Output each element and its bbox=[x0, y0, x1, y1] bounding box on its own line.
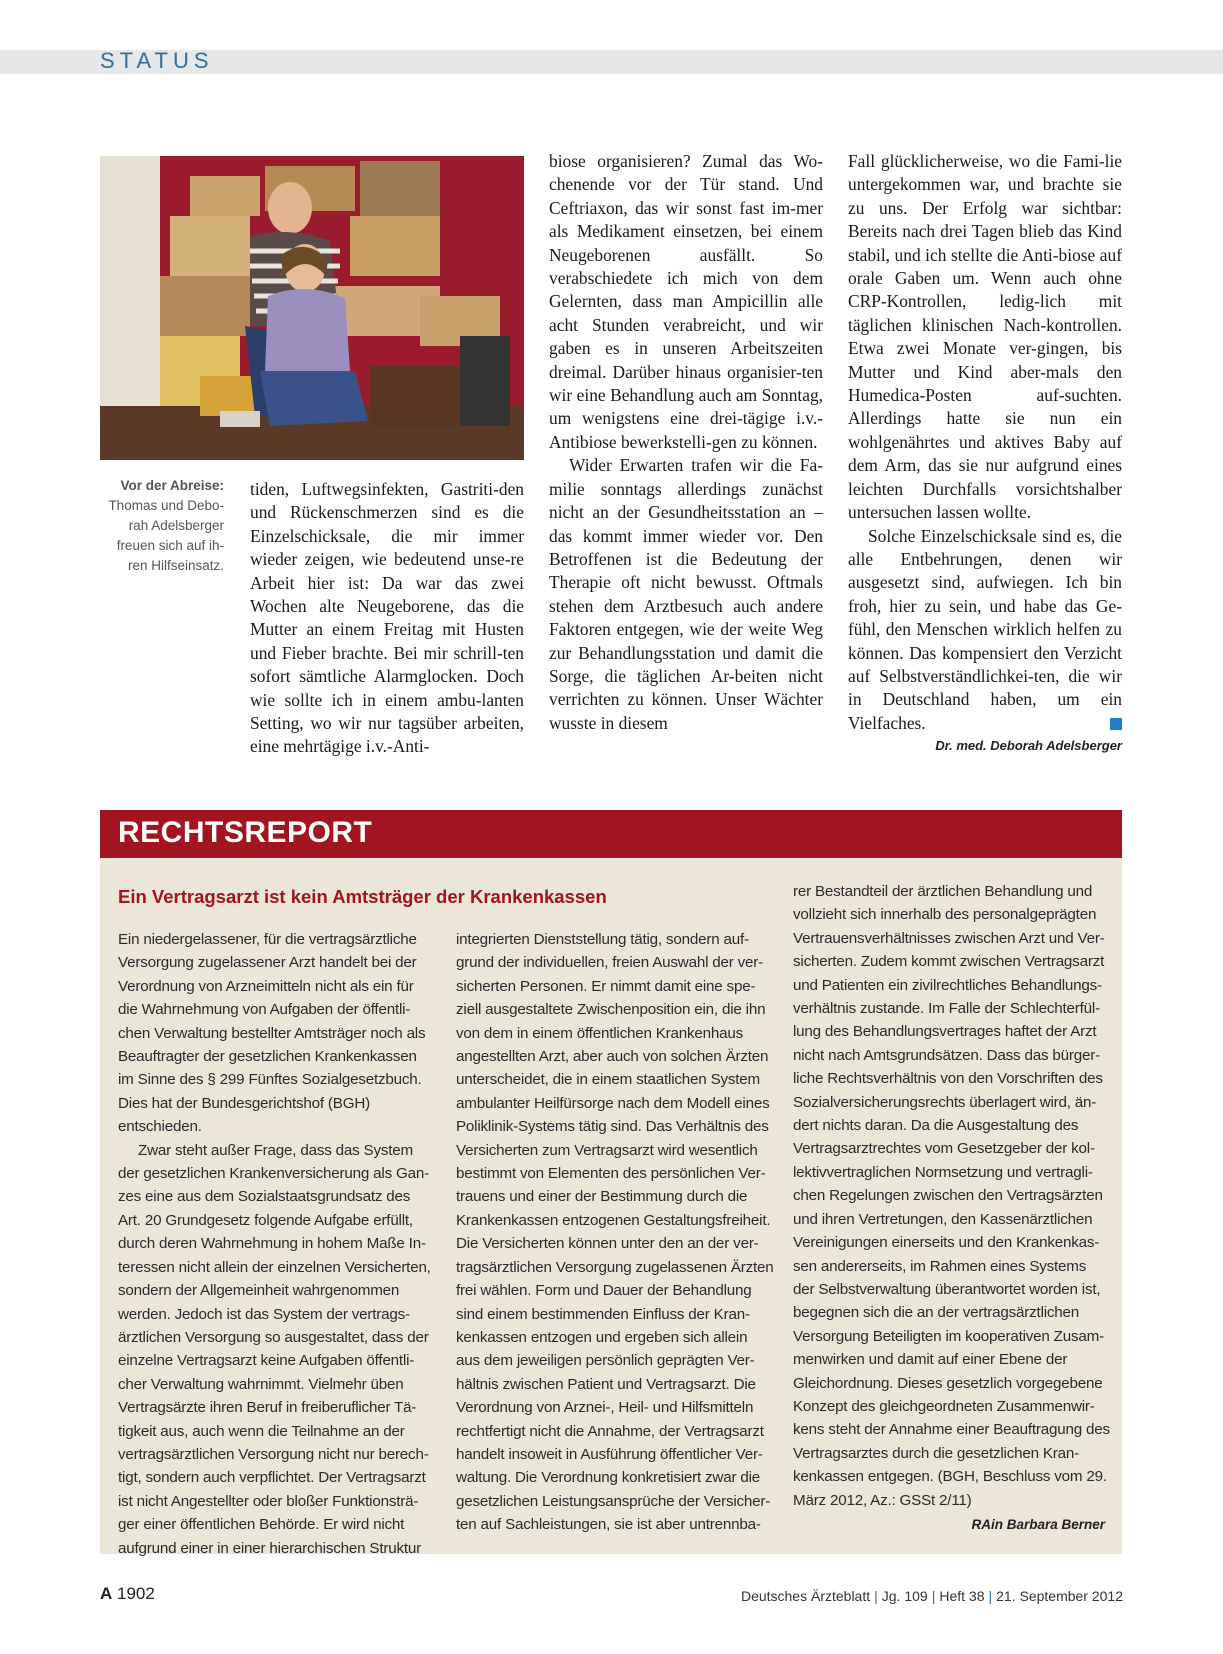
section-label: STATUS bbox=[100, 48, 214, 73]
article-column-2 bbox=[549, 150, 823, 735]
report-headline: Ein Vertragsarzt ist kein Amtsträger der Krankenkassen bbox=[118, 886, 607, 907]
article-column-1 bbox=[250, 478, 524, 759]
report-column-2 bbox=[456, 928, 774, 1537]
report-author: RAin Barbara Berner bbox=[971, 1517, 1105, 1532]
paragraph: rer Bestandteil der ärztlichen Behandlung und vollzieht sich innerhalb des personalgeprägten Vertrauensverhältnisses zwischen Arzt und Ver-sicherten. Zudem kommt zwischen Vertragsarzt und Patienten ein zivilrechtliches Behandlungs-verhältnis zustande. Im Falle der Schlechterfül-lung des Behandlungsvertrages haftet der Arzt nicht nach Amtsgrundsätzen. Dass das bürger-liche Rechtsverhältnis von den Vorschriften des Sozialversicherungsrechts überlagert wird, än-dert nichts daran. Da die Ausgestaltung des Vertragsarztrechtes vom Gesetzgeber der kol-lektivvertraglichen Normsetzung und vertragli-chen Regelungen zwischen den Vertragsärzten und ihren Vertretungen, den Kassenärztlichen Vereinigungen einerseits und den Krankenkas-sen andererseits, im Rahmen eines Systems der Selbstverwaltung überantwortet worden ist, begegnen sich die an der vertragsärztlichen Versorgung Beteiligten im kooperativen Zusam-menwirken und damit auf einer Ebene der Gleichordnung. Dieses gesetzlich vorgegebene Konzept des gleichgeordneten Zusammenwir-kens steht der Annahme einer Beauftragung des Vertragsarztes durch die gesetzlichen Kran-kenkassen entgegen. (BGH, Beschluss vom 29. März 2012, Az.: GSSt 2/11) bbox=[793, 883, 1110, 1509]
separator: | bbox=[988, 1588, 993, 1604]
paragraph: Fall glücklicherweise, wo die Fami-lie untergekommen war, und brachte sie zu uns. Der Erfolg war sichtbar: Bereits nach drei Tagen blieb das Kind stabil, und ich stellte die Anti-biose auf orale Gaben um. Wenn auch ohne CRP-Kontrollen, ledig-lich mit täglichen klinischen Nach-kontrollen. Etwa zwei Monate ver-gingen, bis Mutter und Kind aber-mals den Humedica-Posten auf-suchten. Allerdings hatte sie nun ein wohlgenährtes und aktives Baby auf dem Arm, das sie nur aufgrund eines leichten Durchfalls vorsichtshalber untersuchen lassen wollte. bbox=[848, 151, 1122, 523]
date: 21. September 2012 bbox=[996, 1588, 1123, 1604]
report-title: RECHTSREPORT bbox=[118, 816, 373, 849]
caption-line: ren Hilfseinsatz. bbox=[127, 558, 224, 573]
page-number bbox=[100, 1584, 155, 1604]
paragraph: Zwar steht außer Frage, dass das System der gesetzlichen Krankenversicherung als Gan-zes eine aus dem Sozialstaatsgrundsatz des Art. 20 Grundgesetz folgende Aufgabe erfüllt, durch deren Wahrnehmung in hohem Maße In-teressen nicht allein der einzelnen Versicherten, sondern der Allgemeinheit wahrgenommen werden. Jedoch ist das System der vertrags-ärztlichen Versorgung so ausgestaltet, dass der einzelne Vertragsarzt keine Aufgaben öffentli-cher Verwaltung wahrnimmt. Vielmehr üben Vertragsärzte ihren Beruf in freiberuflicher Tä-tigkeit aus, auch wenn die Teilnahme an der vertragsärztlichen Versorgung nicht nur berech-tigt, sondern auch verpflichtet. Der Vertragsarzt ist nicht Angestellter oder bloßer Funktionsträ-ger einer öffentlichen Behörde. Er wird nicht aufgrund einer in einer hierarchischen Struktur bbox=[118, 1141, 431, 1557]
caption-line: Thomas und Debo- bbox=[108, 498, 224, 513]
paragraph bbox=[848, 525, 1122, 736]
paragraph: biose organisieren? Zumal das Wo-chenende vor der Tür stand. Und Ceftriaxon, das wir sonst fast im-mer als Medikament einsetzen, bei einem Neugeborenen ausfällt. So verabschiedete ich mich von dem Gelernten, dass man Ampicillin alle acht Stunden verabreicht, und wir gaben es in unseren Arbeitszeiten dreimal. Darüber hinaus organisier-ten wir eine Behandlung auch am Sonntag, um wenigstens eine drei-tägige i.v.-Antibiose bewerkstelli-gen zu können. bbox=[549, 151, 823, 452]
paragraph: Ein niedergelassener, für die vertragsärztliche Versorgung zugelassener Arzt handelt bei der Verordnung von Arzneimitteln nicht als ein für die Wahrnehmung von Aufgaben der öffentli-chen Verwaltung bestellter Amtsträger noch als Beauftragter der gesetzlichen Krankenkassen im Sinne des § 299 Fünftes Sozialgesetzbuch. Dies hat der Bundesgerichtshof (BGH) entschieden. bbox=[118, 931, 426, 1136]
paragraph: tiden, Luftwegsinfekten, Gastriti-den und Rückenschmerzen sind es die Einzelschicksale, die mir immer wieder zeigen, wie bedeutend unse-re Arbeit hier ist: Da war das zwei Wochen alte Neugeborene, das die Mutter an einem Freitag mit Husten und Fieber brachte. Bei mir schrill-ten sofort sämtliche Alarmglocken. Doch wie sollte ich in einem ambu-lanten Setting, wo wir nur tagsüber arbeiten, eine mehrtägige i.v.-Anti- bbox=[250, 479, 524, 757]
paragraph: integrierten Dienststellung tätig, sondern auf-grund der individuellen, freien Auswahl der ver-sicherten Personen. Er nimmt damit eine spe-ziell ausgestaltete Zwischenposition ein, die ihn von dem in einem öffentlichen Krankenhaus angestellten Arzt, aber auch von solchen Ärzten unterscheidet, die in einem staatlichen System ambulanter Heilfürsorge nach dem Modell eines Poliklinik-Systems tätig sind. Das Verhältnis des Versicherten zum Vertragsarzt wird wesentlich bestimmt von Elementen des persönlichen Ver-trauens und einer der Bestimmung durch die Krankenkassen entzogenen Gestaltungsfreiheit. Die Versicherten können unter den an der ver-tragsärztlichen Versorgung zugelassenen Ärzten frei wählen. Form und Dauer der Behandlung sind einem bestimmenden Einfluss der Kran-kenkassen entzogen und ergeben sich allein aus dem jeweiligen persönlich geprägten Ver-hältnis zwischen Patient und Vertragsarzt. Die Verordnung von Arznei-, Heil- und Hilfsmitteln rechtfertigt nicht die Annahme, der Vertragsarzt handelt insoweit in Ausführung öffentlicher Ver-waltung. Die Verordnung konkretisiert zwar die gesetzlichen Leistungsansprüche der Versicher-ten auf Sachleistungen, sie ist aber untrennba- bbox=[456, 931, 774, 1534]
caption-head: Vor der Abreise: bbox=[120, 478, 224, 493]
photo-caption bbox=[100, 476, 224, 576]
end-mark-icon bbox=[1110, 718, 1122, 730]
issue: Heft 38 bbox=[939, 1588, 985, 1604]
separator: | bbox=[874, 1588, 878, 1604]
article-photo bbox=[100, 156, 524, 460]
article-column-3 bbox=[848, 150, 1122, 735]
report-column-1 bbox=[118, 928, 436, 1560]
journal-name: Deutsches Ärzteblatt bbox=[740, 1588, 871, 1604]
caption-line: freuen sich auf ih- bbox=[116, 538, 224, 553]
caption-line: rah Adelsberger bbox=[128, 518, 224, 533]
paragraph-text: Solche Einzelschicksale sind es, die alle Entbehrungen, denen wir ausgesetzt sind, aufwiegen. Ich bin froh, hier zu sein, und habe das Ge-fühl, den Menschen wirklich helfen zu können. Das kompensiert den Verzicht auf Selbstverständlichkei-ten, die wir in Deutschland haben, um ein Vielfaches. bbox=[848, 525, 1122, 733]
footer-info bbox=[741, 1588, 1123, 1604]
separator: | bbox=[931, 1588, 936, 1604]
volume: Jg. 109 bbox=[881, 1588, 928, 1604]
paragraph: Wider Erwarten trafen wir die Fa-milie sonntags allerdings zunächst nicht an der Gesundheitsstation an – das kommt immer wieder vor. Den Betroffenen ist die Bedeutung der Therapie oft nicht bewusst. Oftmals stehen dem Arztbesuch auch andere Faktoren entgegen, wie der weite Weg zur Behandlungsstation und damit die Sorge, die täglichen Ar-beiten nicht verrichten zu können. Unser Wächter wusste in diesem bbox=[549, 455, 823, 733]
page-prefix: A bbox=[100, 1584, 113, 1603]
report-column-3 bbox=[793, 880, 1111, 1512]
page-number-value: 1902 bbox=[117, 1584, 155, 1603]
article-author: Dr. med. Deborah Adelsberger bbox=[935, 738, 1122, 753]
